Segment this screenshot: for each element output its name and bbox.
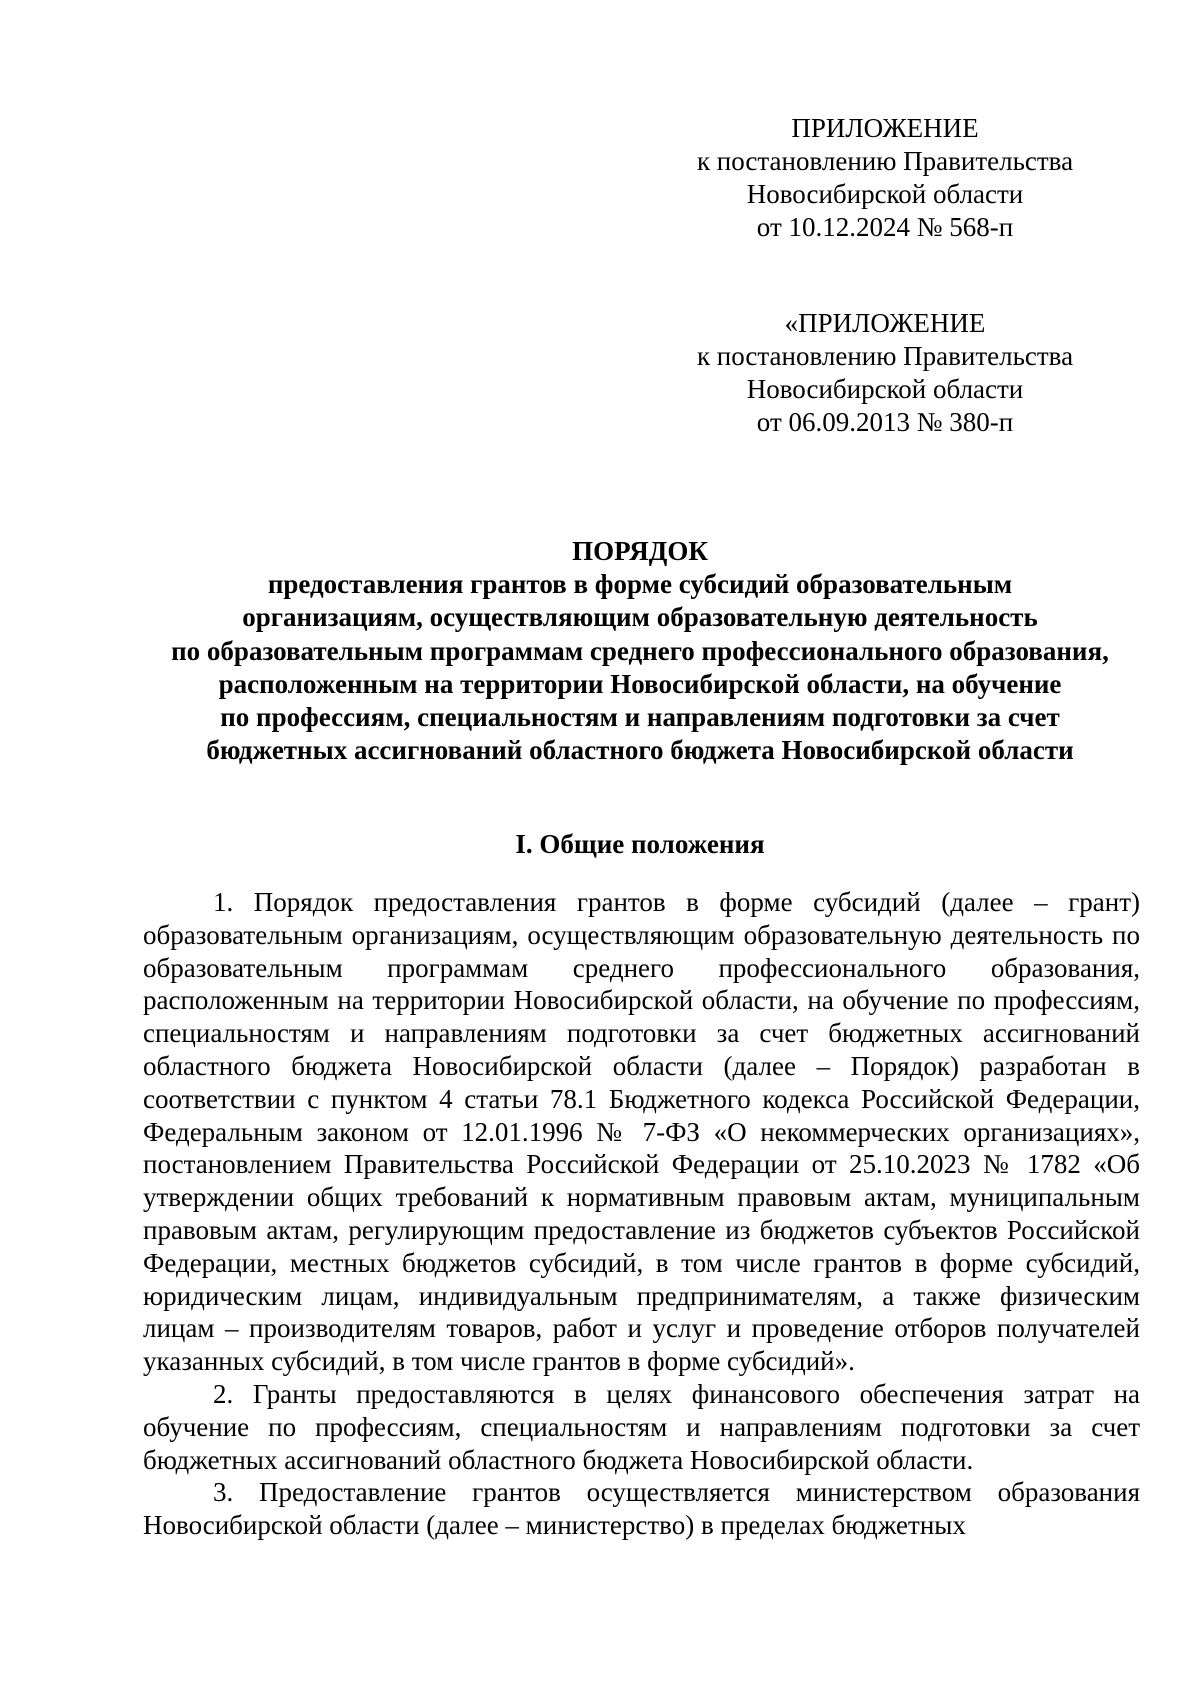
paragraph-2: 2. Гранты предоставляются в целях финансового обеспечения затрат на обучение по профессиям, специальностям и направлениям подготовки за счет бюджетных ассигнований областного бюджета Новосибирской области.: [143, 1378, 1140, 1475]
appendix-stamp-original: [690, 307, 1080, 439]
appendix-label: ПРИЛОЖЕНИЕ: [791, 113, 979, 143]
title-line: расположенным на территории Новосибирской области, на обучение: [218, 668, 1062, 699]
title-heading: ПОРЯДОК: [572, 536, 708, 566]
title-line: по профессиям, специальностям и направлениям подготовки за счет: [220, 702, 1060, 733]
appendix-label: «ПРИЛОЖЕНИЕ: [784, 308, 986, 338]
paragraph-3: 3. Предоставление грантов осуществляется министерством образования Новосибирской области (далее – министерство) в пределах бюджетных: [143, 1477, 1140, 1541]
appendix-region-line: Новосибирской области: [746, 374, 1024, 404]
appendix-resolution-line: к постановлению Правительства: [696, 341, 1074, 371]
appendix-stamp-current: [690, 112, 1080, 244]
title-line: организациям, осуществляющим образовательную деятельность: [242, 602, 1038, 633]
section-heading: I. Общие положения: [515, 829, 765, 859]
title-line: по образовательным программам среднего профессионального образования,: [171, 635, 1109, 666]
title-line: бюджетных ассигнований областного бюджета Новосибирской области: [206, 735, 1074, 766]
appendix-resolution-line: к постановлению Правительства: [696, 146, 1074, 176]
title-line: предоставления грантов в форме субсидий образовательным: [267, 569, 1013, 600]
appendix-date-number: от 06.09.2013 № 380-п: [756, 407, 1014, 437]
section-body: [143, 886, 1140, 1542]
paragraph-1: 1. Порядок предоставления грантов в форме субсидий (далее – грант) образовательным организациям, осуществляющим образовательную деятельность по образовательным программам среднего профессионального образования, расположенным на территории Новосибирской области, на обучение по профессиям, специальностям и направлениям подготовки за счет бюджетных ассигнований областного бюджета Новосибирской области (далее – Порядок) разработан в соответствии с пунктом 4 статьи 78.1 Бюджетного кодекса Российской Федерации, Федеральным законом от 12.01.1996 № 7-ФЗ «О некоммерческих организациях», постановлением Правительства Российской Федерации от 25.10.2023 № 1782 «Об утверждении общих требований к нормативным правовым актам, муниципальным правовым актам, регулирующим предоставление из бюджетов субъектов Российской Федерации, местных бюджетов субсидий, в том числе грантов в форме субсидий, юридическим лицам, индивидуальным предпринимателям, а также физическим лицам – производителям товаров, работ и услуг и проведение отборов получателей указанных субсидий, в том числе грантов в форме субсидий».: [143, 887, 1140, 1377]
appendix-date-number: от 10.12.2024 № 568-п: [756, 212, 1014, 242]
appendix-region-line: Новосибирской области: [746, 179, 1024, 209]
document-title: [140, 535, 1140, 767]
